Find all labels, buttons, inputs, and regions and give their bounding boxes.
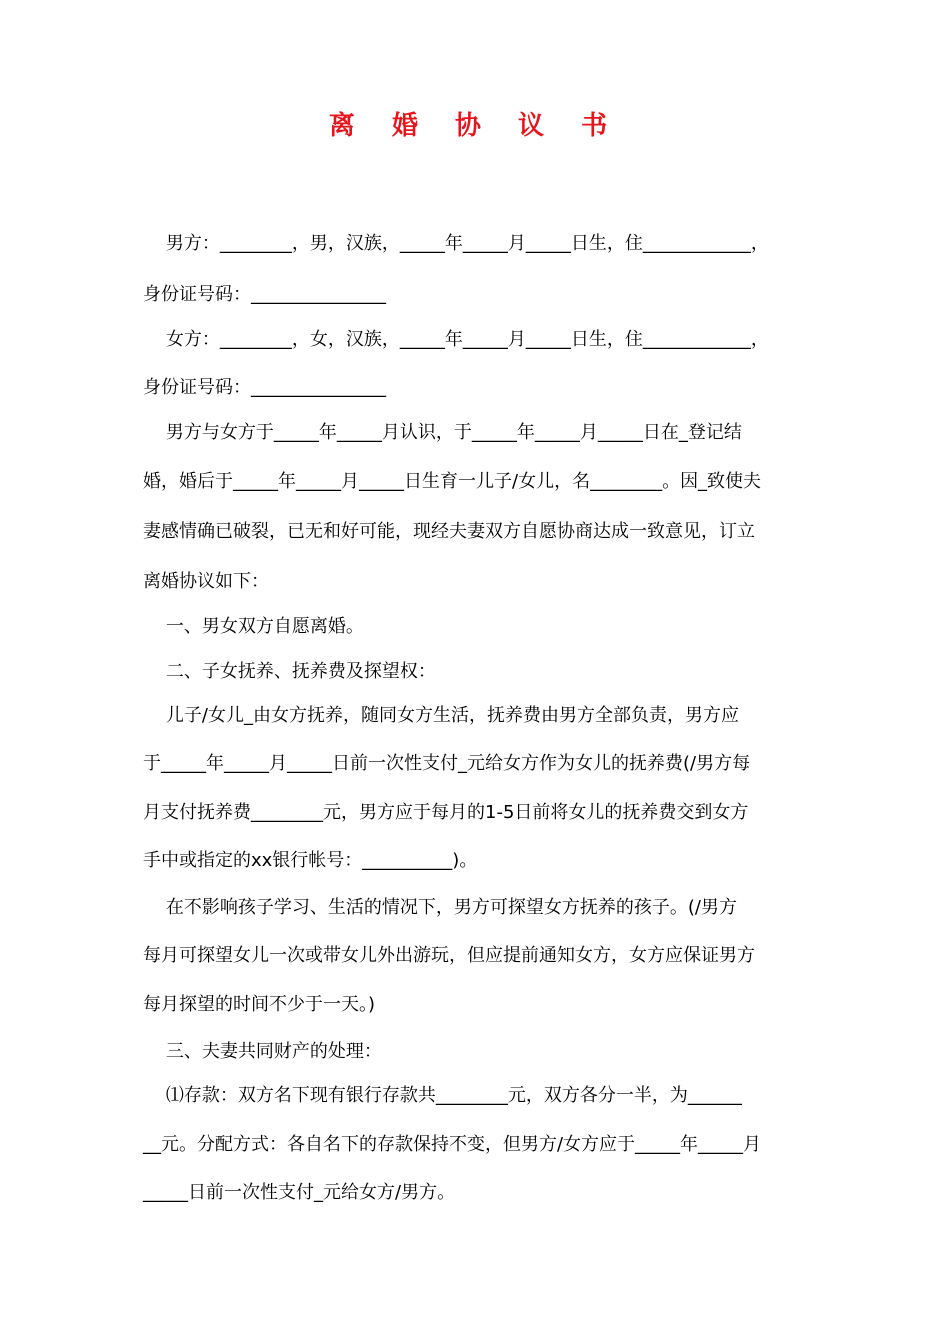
- paragraph-line: _____日前一次性支付_元给女方/男方。: [143, 1182, 456, 1203]
- section-heading: 三、夫妻共同财产的处理：: [143, 1041, 382, 1062]
- paragraph-line: 身份证号码：_______________: [143, 284, 386, 305]
- paragraph-line: 男方：________，男，汉族，_____年_____月_____日生，住____________，: [143, 233, 769, 254]
- paragraph-line: __元。分配方式：各自名下的存款保持不变，但男方/女方应于_____年_____月: [143, 1134, 762, 1155]
- paragraph-line: 在不影响孩子学习、生活的情况下，男方可探望女方抚养的孩子。(/男方: [143, 897, 737, 918]
- paragraph-line: 每月探望的时间不少于一天。): [143, 994, 376, 1015]
- paragraph-line: 妻感情确已破裂，已无和好可能，现经夫妻双方自愿协商达成一致意见，订立: [143, 521, 755, 542]
- paragraph-line: 每月可探望女儿一次或带女儿外出游玩，但应提前通知女方，女方应保证男方: [143, 945, 755, 966]
- paragraph-line: 女方：________，女，汉族，_____年_____月_____日生，住____________，: [143, 329, 769, 350]
- paragraph-line: 身份证号码：_______________: [143, 377, 386, 398]
- section-heading: 二、子女抚养、抚养费及探望权：: [143, 661, 436, 682]
- paragraph-line: ⑴存款：双方名下现有银行存款共________元，双方各分一半，为______: [143, 1085, 742, 1106]
- section-heading: 一、男女双方自愿离婚。: [143, 616, 364, 637]
- document-title: 离 婚 协 议 书: [328, 111, 622, 141]
- paragraph-line: 男方与女方于_____年_____月认识，于_____年_____月_____日在_登记结: [143, 422, 742, 443]
- paragraph-line: 手中或指定的xx银行帐号：__________)。: [143, 850, 478, 871]
- paragraph-line: 婚，婚后于_____年_____月_____日生育一儿子/女儿，名________。因_致使夫: [143, 471, 762, 492]
- paragraph-line: 离婚协议如下：: [143, 571, 269, 592]
- paragraph-line: 于_____年_____月_____日前一次性支付_元给女方作为女儿的抚养费(/男方每: [143, 753, 751, 774]
- paragraph-line: 月支付抚养费________元，男方应于每月的1-5日前将女儿的抚养费交到女方: [143, 802, 749, 823]
- paragraph-line: 儿子/女儿_由女方抚养，随同女方生活，抚养费由男方全部负责，男方应: [143, 705, 739, 726]
